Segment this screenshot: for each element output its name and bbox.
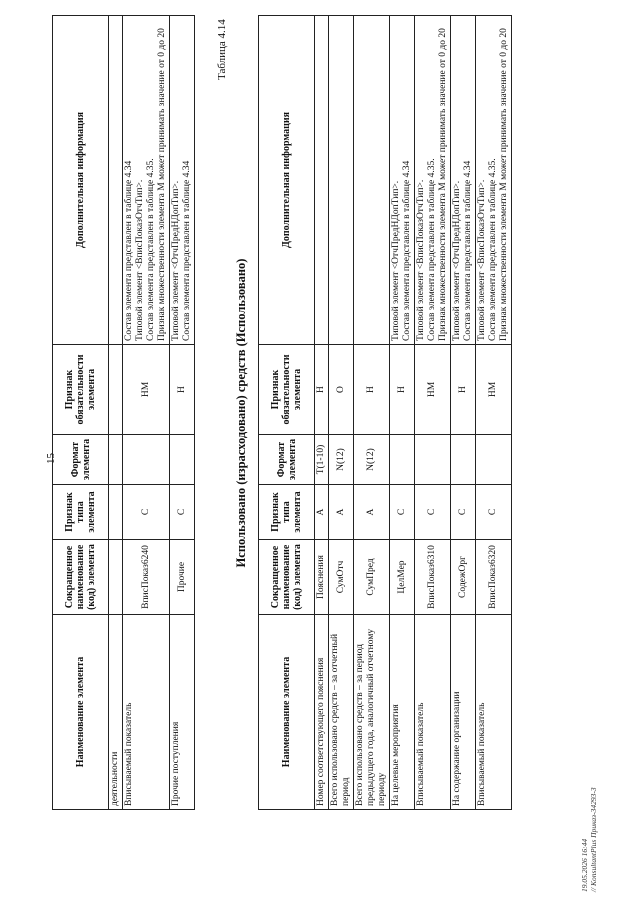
element-name-cell: Прочие поступления — [170, 615, 195, 810]
element-name-cell: Вписываемый показатель — [476, 615, 512, 810]
element-code-cell — [109, 540, 123, 615]
element-code-cell: СодежОрг — [451, 540, 476, 615]
element-type-cell: С — [170, 485, 195, 540]
header-cell: Наименование элемента — [259, 615, 315, 810]
element-type-cell: С — [476, 485, 512, 540]
table-row — [476, 16, 512, 810]
element-format-cell: N(12) — [354, 435, 390, 485]
element-required-cell: Н — [315, 345, 329, 435]
header-cell: Наименование элемента — [53, 615, 109, 810]
element-type-cell: С — [390, 485, 415, 540]
header-cell: Дополнительная информация — [53, 16, 109, 345]
header-cell: Формат элемента — [53, 435, 109, 485]
header-cell: Сокращенное наименование (код) элемента — [259, 540, 315, 615]
element-format-cell — [415, 435, 451, 485]
element-format-cell — [123, 435, 170, 485]
element-info-cell — [354, 16, 390, 345]
element-name-cell: Вписываемый показатель — [123, 615, 170, 810]
element-type-cell: А — [315, 485, 329, 540]
bottom-table — [258, 15, 512, 810]
element-info-cell — [109, 16, 123, 345]
element-info-cell: Типовой элемент <ОтчПредНДопТип>. Состав элемента представлен в таблице 4.34 — [170, 16, 195, 345]
element-required-cell: НМ — [415, 345, 451, 435]
element-format-cell: N(12) — [329, 435, 354, 485]
element-required-cell: Н — [451, 345, 476, 435]
element-required-cell: О — [329, 345, 354, 435]
element-info-cell — [315, 16, 329, 345]
element-name-cell: На содержание организации — [451, 615, 476, 810]
element-name-cell: Всего использовано средств – за период предыдущего года, аналогичный отчетному периоду — [354, 615, 390, 810]
table-title: Использовано (израсходовано) средств (Использовано) — [234, 258, 248, 568]
element-format-cell — [451, 435, 476, 485]
table-row — [109, 16, 123, 810]
top-table-body — [109, 16, 195, 810]
element-type-cell: А — [354, 485, 390, 540]
bottom-table-header-row — [259, 16, 315, 810]
element-info-cell: Типовой элемент <ВписПоказОтчТип>. Состав элемента представлен в таблице 4.35. Признак множественности элемента М может принимать значение от 0 до 20 — [476, 16, 512, 345]
element-name-cell: Вписываемый показатель — [415, 615, 451, 810]
table-row — [170, 16, 195, 810]
header-cell: Сокращенное наименование (код) элемента — [53, 540, 109, 615]
element-name-cell: Номер соответствующего пояснения — [315, 615, 329, 810]
element-code-cell: ЦелМер — [390, 540, 415, 615]
element-type-cell: А — [329, 485, 354, 540]
element-type-cell: С — [123, 485, 170, 540]
element-name-cell: На целевые мероприятия — [390, 615, 415, 810]
element-info-cell — [329, 16, 354, 345]
element-type-cell: С — [415, 485, 451, 540]
element-info-cell: Состав элемента представлен в таблице 4.34 Типовой элемент <ВписПоказОтчТип>. Состав элемента представлен в таблице 4.35. Признак множественности элемента М может принимать значение от 0 до 20 — [123, 16, 170, 345]
element-type-cell: С — [451, 485, 476, 540]
element-format-cell — [476, 435, 512, 485]
element-format-cell — [109, 435, 123, 485]
table-label: Таблица 4.14 — [216, 19, 228, 80]
header-cell: Дополнительная информация — [259, 16, 315, 345]
element-format-cell — [170, 435, 195, 485]
element-code-cell: СумОтч — [329, 540, 354, 615]
element-info-cell: Типовой элемент <ОтчПредНДопТип>. Состав элемента представлен в таблице 4.34 — [390, 16, 415, 345]
element-name-cell: Всего использовано средств – за отчетный период — [329, 615, 354, 810]
element-code-cell: ВписПоказ6310 — [415, 540, 451, 615]
element-format-cell — [390, 435, 415, 485]
element-format-cell: T(1-10) — [315, 435, 329, 485]
header-cell: Признак типа элемента — [53, 485, 109, 540]
top-table-header-row — [53, 16, 109, 810]
element-code-cell: Пояснения — [315, 540, 329, 615]
element-name-cell: деятельности — [109, 615, 123, 810]
element-info-cell: Типовой элемент <ВписПоказОтчТип>. Состав элемента представлен в таблице 4.35. Признак множественности элемента М может принимать значение от 0 до 20 — [415, 16, 451, 345]
header-cell: Признак обязательности элемента — [53, 345, 109, 435]
table-row — [415, 16, 451, 810]
table-row — [354, 16, 390, 810]
table-row — [329, 16, 354, 810]
bottom-table-body — [315, 16, 512, 810]
header-cell: Формат элемента — [259, 435, 315, 485]
element-required-cell: Н — [390, 345, 415, 435]
footer-line: 19.05.2026 16:44 — [580, 838, 589, 892]
header-cell: Признак обязательности элемента — [259, 345, 315, 435]
header-cell: Признак типа элемента — [259, 485, 315, 540]
footer-stamp — [580, 752, 598, 892]
element-required-cell: Н — [354, 345, 390, 435]
table-row — [390, 16, 415, 810]
table-row — [451, 16, 476, 810]
page-number: 15 — [45, 453, 57, 464]
footer-line: // KonsultantPlus Приказ-34293-3 — [589, 787, 598, 892]
element-info-cell: Типовой элемент <ОтчПредНДопТип>. Состав элемента представлен в таблице 4.34 — [451, 16, 476, 345]
top-table — [52, 15, 195, 810]
element-code-cell: СумПред — [354, 540, 390, 615]
element-type-cell — [109, 485, 123, 540]
element-required-cell: НМ — [123, 345, 170, 435]
element-required-cell: Н — [170, 345, 195, 435]
table-row — [315, 16, 329, 810]
element-code-cell: ВписПоказ6320 — [476, 540, 512, 615]
table-row — [123, 16, 170, 810]
element-required-cell: НМ — [476, 345, 512, 435]
element-code-cell: Прочие — [170, 540, 195, 615]
element-code-cell: ВписПоказ6240 — [123, 540, 170, 615]
element-required-cell — [109, 345, 123, 435]
